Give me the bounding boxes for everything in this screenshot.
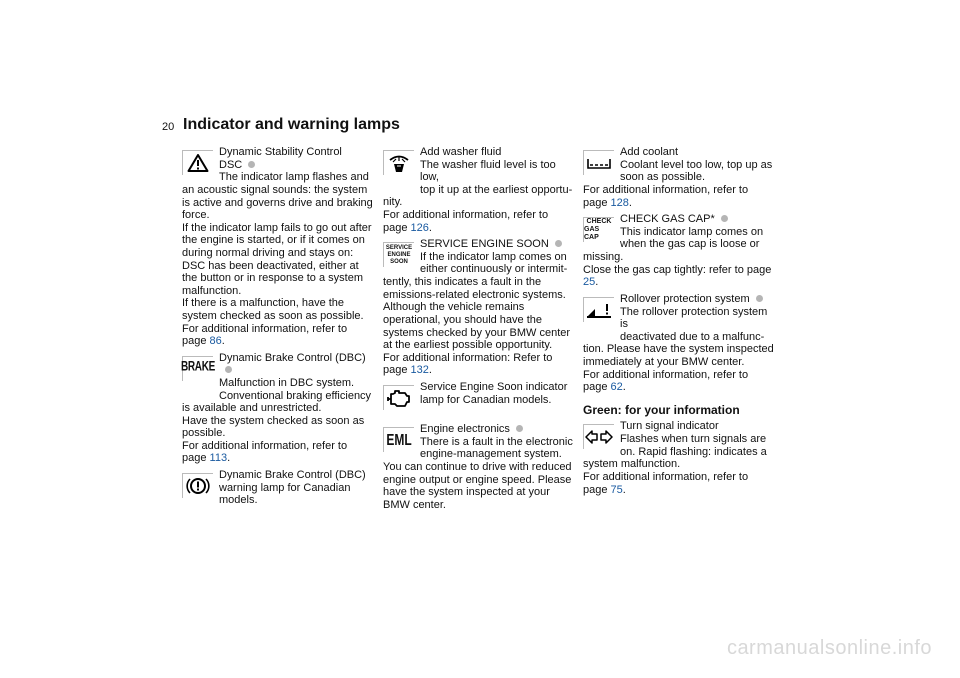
- dsc-title: Dynamic Stability Control: [219, 146, 342, 158]
- service-canada-title: Service Engine Soon indicator: [420, 380, 568, 393]
- status-dot-icon: [248, 161, 255, 168]
- status-dot-icon: [555, 240, 562, 247]
- brake-text-icon: [180, 356, 216, 381]
- service-title: SERVICE ENGINE SOON: [420, 238, 549, 251]
- gascap-body: missing. Close the gas cap tightly: refer to page: [583, 251, 772, 276]
- entry-rollover: Rollover protection system The rollover protection system is deactivated due to a malfunc- tion. Please have the system inspected immediately at your BMW center. For additional information, refer to page 62.: [583, 292, 774, 394]
- service-line-3: either continuously or intermit-: [420, 263, 568, 276]
- entry-check-gas-cap: CHECK GAS CAP CHECK GAS CAP* This indicator lamp comes on when the gas cap is loose or missing. Close the gas cap tightly: refer to page 25.: [583, 213, 775, 289]
- dbc-line-3: Conventional braking efficiency: [219, 389, 372, 402]
- check-gas-cap-icon: [583, 217, 614, 242]
- turn-line-2: Flashes when turn signals are: [620, 432, 767, 445]
- rollover-line-3: deactivated due to a malfunc-: [620, 330, 765, 343]
- dsc-warning-triangle-icon: [182, 150, 213, 175]
- status-dot-icon: [516, 425, 523, 432]
- watermark: carmanualsonline.info: [726, 637, 932, 659]
- turn-title: Turn signal indicator: [620, 420, 719, 433]
- page-number: 20: [162, 121, 175, 133]
- gascap-line-2: This indicator lamp comes on: [620, 225, 764, 238]
- coolant-title: Add coolant: [620, 146, 679, 158]
- gascap-icon-line-1: CHECK: [586, 218, 612, 226]
- status-dot-icon: [225, 366, 232, 373]
- entry-coolant: Add coolant Coolant level too low, top up as soon as possible. For additional information, refer to page 128.: [583, 146, 775, 209]
- washer-fluid-icon: [383, 150, 414, 175]
- rollover-title: Rollover protection system: [620, 292, 750, 305]
- service-line-2: If the indicator lamp comes on: [420, 250, 567, 263]
- eml-title: Engine electronics: [420, 422, 510, 435]
- washer-line-3: top it up at the earliest opportu-: [420, 183, 573, 196]
- gascap-line-3: when the gas cap is loose or: [620, 238, 760, 251]
- entry-service-engine-soon: SERVICE ENGINE SOON SERVICE ENGINE SOON If the indicator lamp comes on either continuously or intermit- tently, this indicates a fault in the emissions-related electronic systems. Although the vehicle remains operational, you should have the systems checked by your BMW center at the earliest possible opportunity. For additional information: Refer to page 132.: [383, 238, 575, 377]
- status-dot-icon: [721, 215, 728, 222]
- service-body: tently, this indicates a fault in the emissions-related electronic systems. Although the vehicle remains operational, you should have the systems checked by your BMW center at the earliest possible opportunity. For additional information: Refer to page: [383, 276, 571, 377]
- dsc-desc-start: The indicator lamp flashes and: [219, 171, 369, 184]
- gascap-page-link[interactable]: 25: [583, 276, 596, 289]
- coolant-page-link[interactable]: 128: [610, 196, 629, 209]
- column-1: [182, 146, 374, 511]
- entry-turn-signal: Turn signal indicator Flashes when turn signals are on. Rapid flashing: indicates a system malfunction. For additional information, refer to page 75.: [583, 420, 775, 496]
- turn-page-link[interactable]: 75: [610, 483, 623, 496]
- green-section-heading: Green: for your information: [583, 402, 740, 417]
- entry-dbc: BRAKE Dynamic Brake Control (DBC) Malfunction in DBC system. Conventional braking efficiency is available and unrestricted. Have the system checked as soon as possible. For additional information, refer to page 113.: [182, 352, 374, 465]
- entry-service-canada: [383, 381, 575, 419]
- rollover-line-2: The rollover protection system is: [620, 305, 768, 331]
- dsc-body: an acoustic signal sounds: the system is active and governs drive and braking force. If the indicator lamp fails to go out after the engine is started, or if it comes on during normal driving and stays on: DSC has been deactivated, either at the button or in response to a system malfunction. If there is a malfunction, have the system checked as soon as possible. For additional information, refer to page: [182, 184, 373, 348]
- dbc-canada-title: Dynamic Brake Control (DBC): [219, 469, 366, 482]
- rollover-page-link[interactable]: 62: [610, 381, 623, 394]
- washer-title: Add washer fluid: [420, 146, 502, 158]
- gascap-icon-line-2: GAS CAP: [584, 226, 600, 242]
- rollover-protection-icon: [583, 297, 614, 322]
- service-page-link[interactable]: 132: [410, 364, 429, 377]
- gascap-title: CHECK GAS CAP*: [620, 213, 715, 226]
- washer-line-2: The washer fluid level is too low,: [420, 158, 556, 184]
- column-2: [383, 146, 575, 515]
- dsc-page-link[interactable]: 86: [209, 335, 222, 348]
- status-dot-icon: [756, 295, 763, 302]
- eml-body: You can continue to drive with reduced engine output or engine speed. Please have the system inspected at your BMW center.: [383, 460, 572, 511]
- entry-eml: [383, 423, 575, 511]
- turn-body: system malfunction. For additional information, refer to page: [583, 458, 749, 496]
- eml-text-icon: [383, 427, 414, 452]
- dbc-line-2: Malfunction in DBC system.: [219, 376, 355, 389]
- column-3: [583, 146, 775, 500]
- brake-icon-text: BRAKE: [180, 359, 216, 376]
- eml-line-2: There is a fault in the electronic: [420, 435, 573, 448]
- coolant-body: For additional information, refer to page: [583, 184, 749, 209]
- turn-line-3: on. Rapid flashing: indicates a: [620, 445, 767, 458]
- dbc-title: Dynamic Brake Control (DBC): [219, 351, 366, 364]
- service-icon-line-2: ENGINE: [387, 251, 411, 258]
- entry-washer: Add washer fluid The washer fluid level is too low, top it up at the earliest opportu- nity. For additional information, refer to page 126.: [383, 146, 575, 234]
- entry-dbc-canada: [182, 469, 374, 507]
- washer-page-link[interactable]: 126: [410, 221, 429, 234]
- entry-dsc: Dynamic Stability Control DSC The indicator lamp flashes and an acoustic signal sounds: the system is active and governs drive and braking force. If the indicator lamp fails to go out after the engine is started, or if it comes on during normal driving and stays on: DSC has been deactivated, either at the button or in response to a system malfunction. If there is a malfunction, have the system checked as soon as possible. For additional information, refer to page 86.: [182, 146, 373, 348]
- service-canada-line-2: lamp for Canadian models.: [420, 393, 552, 406]
- washer-body: nity. For additional information, refer to page: [383, 196, 549, 234]
- coolant-line-2: Coolant level too low, top up as: [620, 158, 773, 171]
- rollover-body: tion. Please have the system inspected immediately at your BMW center. For additional information, refer to page: [583, 343, 774, 394]
- eml-icon-text: EML: [386, 430, 412, 449]
- eml-line-3: engine-management system.: [420, 448, 562, 461]
- dbc-body: is available and unrestricted. Have the system checked as soon as possible. For additional information, refer to page: [182, 402, 365, 465]
- dbc-canada-line-3: models.: [219, 494, 258, 507]
- page-title: Indicator and warning lamps: [183, 116, 400, 133]
- dsc-label: DSC: [219, 158, 243, 171]
- dbc-page-link[interactable]: 113: [209, 452, 228, 465]
- turn-signal-arrows-icon: [583, 424, 614, 449]
- coolant-level-icon: [583, 150, 614, 175]
- engine-outline-icon: [383, 385, 414, 410]
- exclamation-circle-icon: [182, 473, 213, 498]
- coolant-line-3: soon as possible.: [620, 171, 705, 184]
- dbc-canada-line-2: warning lamp for Canadian: [219, 481, 351, 494]
- service-icon-line-1: SERVICE: [385, 244, 413, 251]
- service-icon-line-3: SOON: [390, 258, 408, 265]
- service-engine-soon-icon: [383, 242, 414, 267]
